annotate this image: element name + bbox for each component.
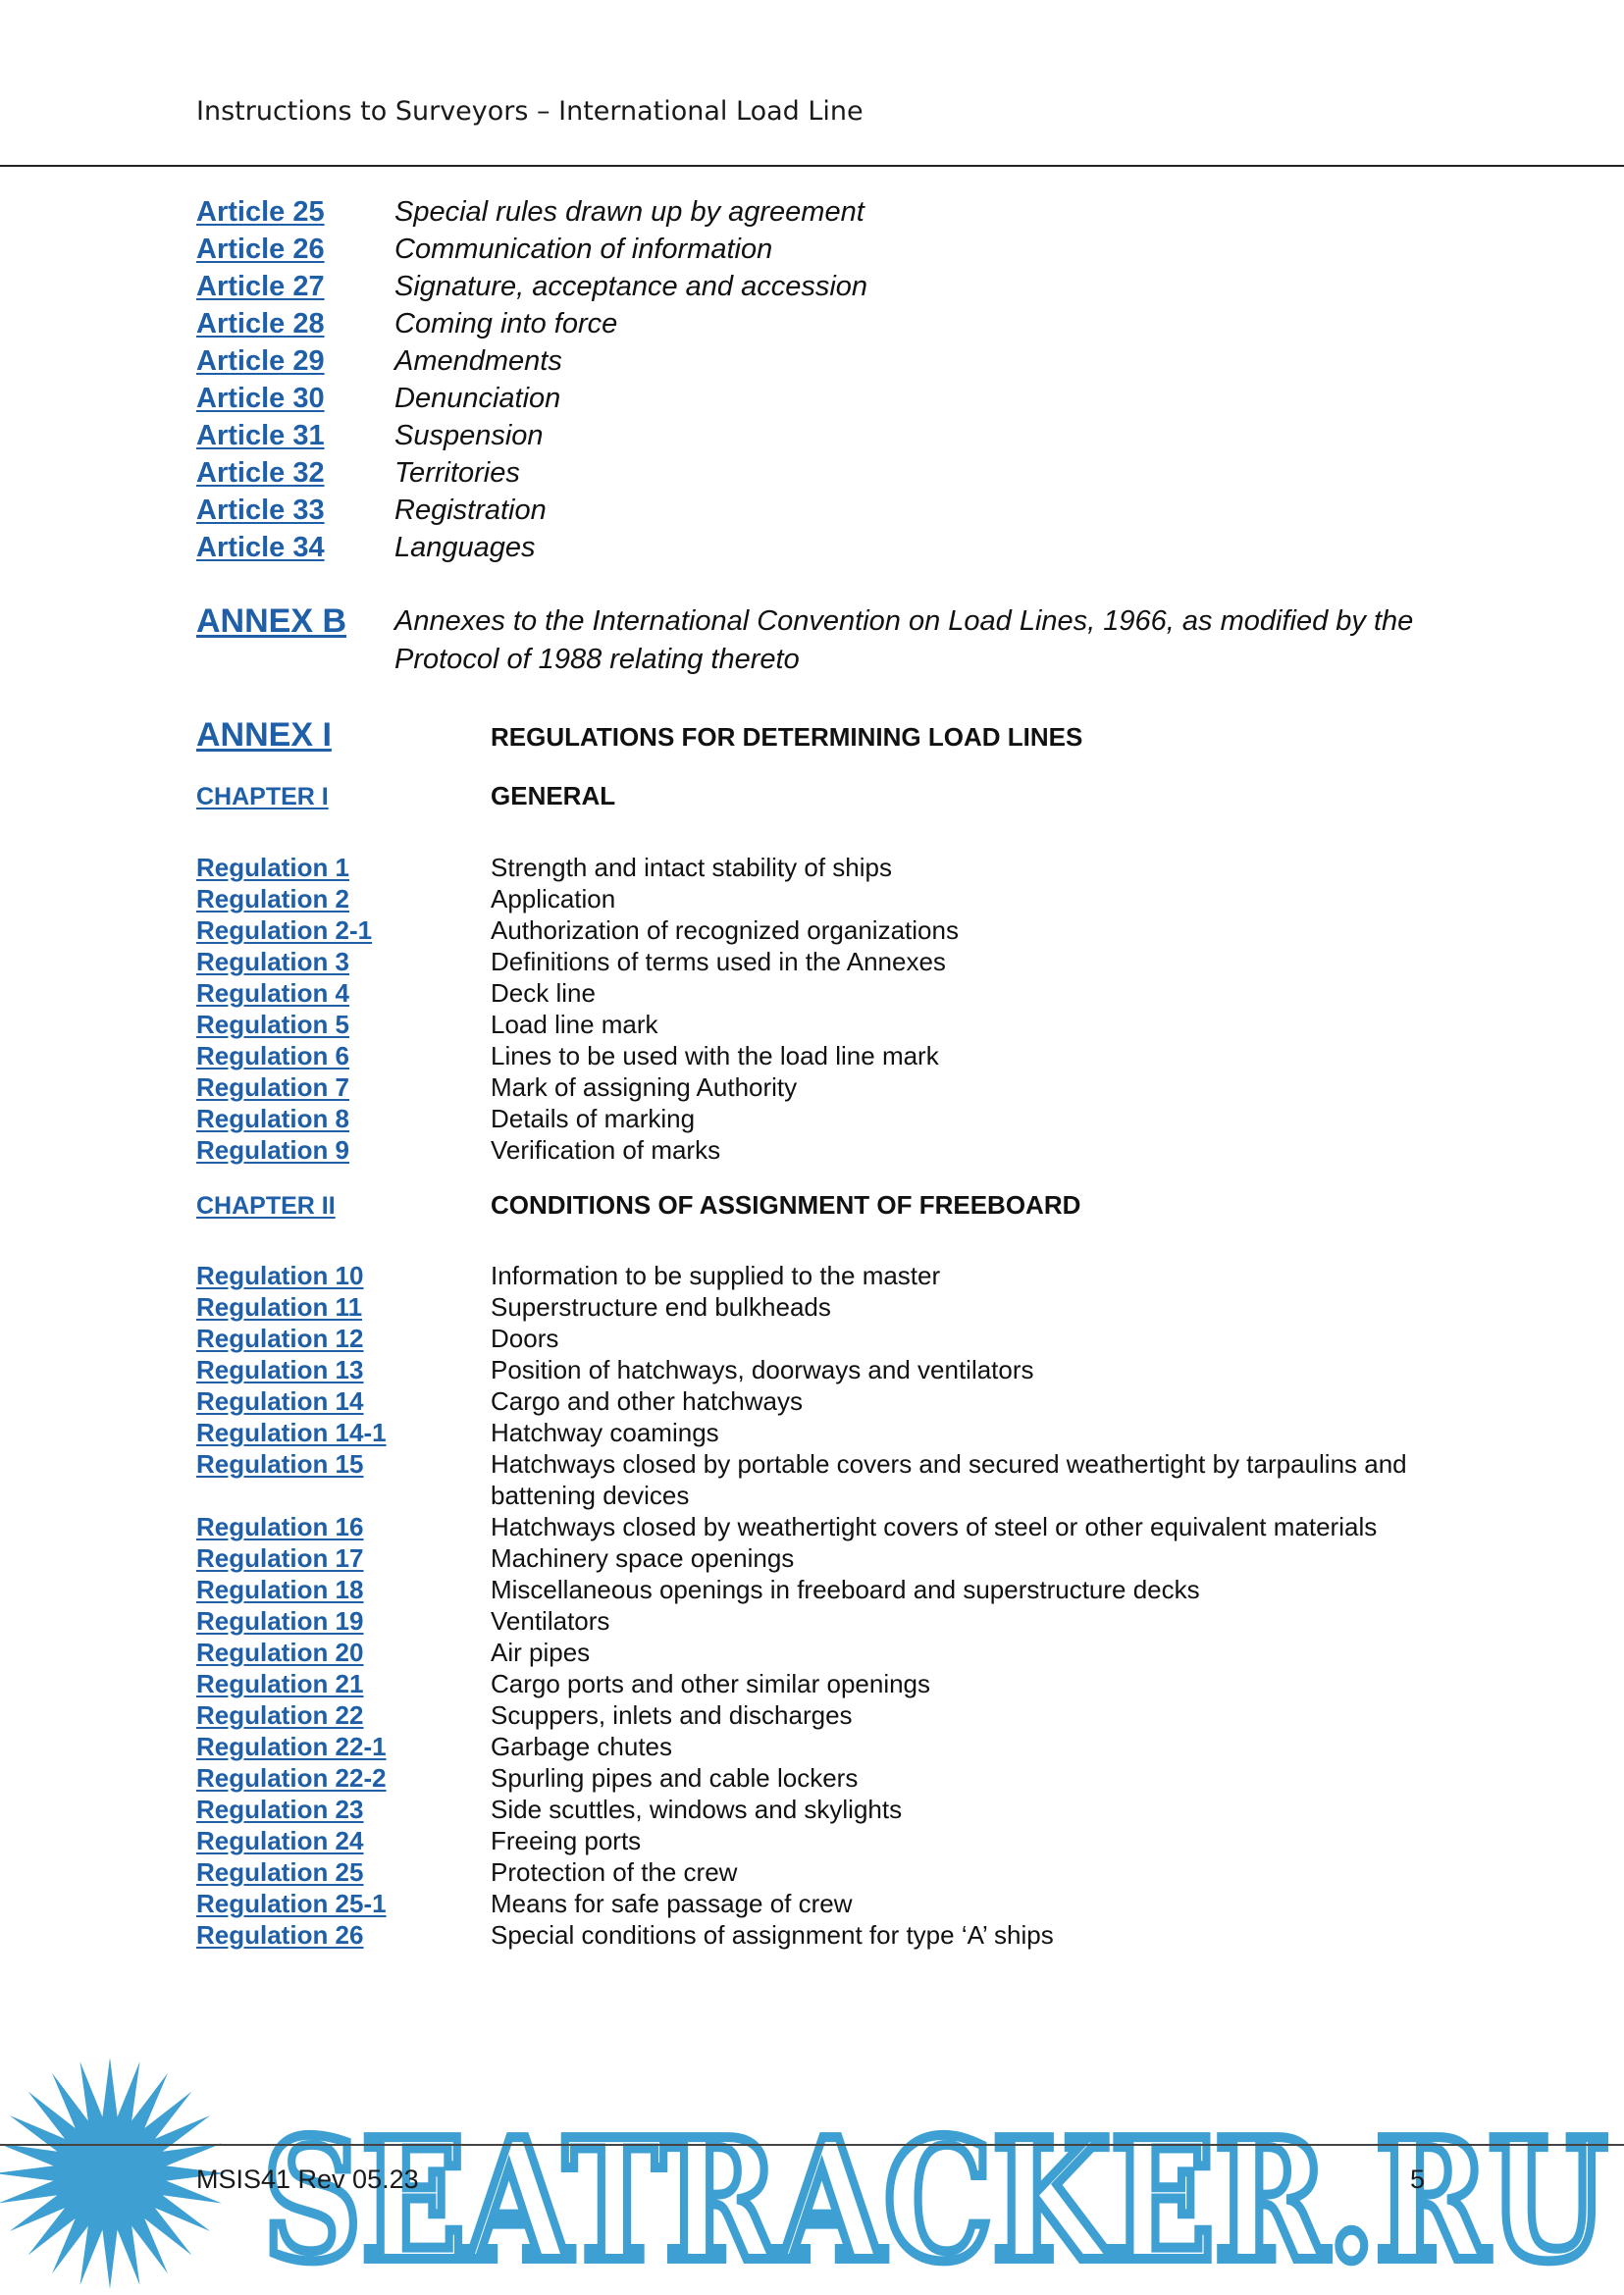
regulation-entry-link[interactable]: Regulation 16 (196, 1512, 364, 1541)
article-entry-description: Special rules drawn up by agreement (394, 195, 864, 228)
chapter-1-title: GENERAL (491, 781, 616, 810)
article-entry-description: Signature, acceptance and accession (394, 270, 868, 302)
regulation-entry-link[interactable]: Regulation 9 (196, 1135, 350, 1165)
article-entry (196, 492, 1472, 529)
article-entry-link[interactable]: Article 30 (196, 382, 325, 414)
article-entry-description: Languages (394, 531, 536, 563)
regulation-entry-description: Strength and intact stability of ships (491, 853, 893, 882)
regulation-entry-link[interactable]: Regulation 25 (196, 1857, 364, 1887)
regulation-entry (196, 1134, 1472, 1166)
regulation-entry (196, 1260, 1472, 1291)
regulation-entry-description: Deck line (491, 978, 596, 1008)
regulation-entry-description: Load line mark (491, 1010, 658, 1039)
regulation-entry-link[interactable]: Regulation 2 (196, 884, 350, 913)
regulation-entry (196, 977, 1472, 1009)
regulation-entry-link[interactable]: Regulation 13 (196, 1355, 364, 1384)
chapter-2-title: CONDITIONS OF ASSIGNMENT OF FREEBOARD (491, 1190, 1081, 1220)
regulation-entry (196, 1417, 1472, 1448)
regulation-entry-description: Lines to be used with the load line mark (491, 1041, 939, 1070)
regulation-entry-link[interactable]: Regulation 21 (196, 1669, 364, 1698)
article-list (196, 193, 1472, 566)
article-entry-description: Communication of information (394, 233, 773, 265)
chapter-1-regulation-list (196, 852, 1472, 1166)
regulation-entry-link[interactable]: Regulation 22-2 (196, 1763, 387, 1793)
regulation-entry-link[interactable]: Regulation 8 (196, 1104, 350, 1133)
regulation-entry-description: Means for safe passage of crew (491, 1889, 853, 1918)
regulation-entry-description: Special conditions of assignment for type ‘A’ ships (491, 1920, 1054, 1950)
article-entry-link[interactable]: Article 33 (196, 494, 325, 526)
regulation-entry-description: Scuppers, inlets and discharges (491, 1700, 853, 1730)
article-entry (196, 342, 1472, 380)
article-entry-link[interactable]: Article 34 (196, 531, 325, 563)
regulation-entry (196, 1354, 1472, 1385)
regulation-entry-description: Definitions of terms used in the Annexes (491, 947, 946, 976)
regulation-entry (196, 946, 1472, 977)
regulation-entry (196, 1919, 1472, 1951)
regulation-entry-description: Application (491, 884, 616, 913)
regulation-entry (196, 1762, 1472, 1794)
chapter-2-link[interactable]: CHAPTER II (196, 1192, 336, 1220)
regulation-entry-link[interactable]: Regulation 14-1 (196, 1418, 387, 1447)
regulation-entry-description: Machinery space openings (491, 1543, 795, 1573)
regulation-entry-description: Verification of marks (491, 1135, 721, 1165)
regulation-entry-link[interactable]: Regulation 7 (196, 1072, 350, 1102)
annex-b-link[interactable]: ANNEX B (196, 602, 347, 640)
regulation-entry-description: Air pipes (491, 1638, 591, 1667)
regulation-entry-description: Position of hatchways, doorways and ventilators (491, 1355, 1034, 1384)
regulation-entry-link[interactable]: Regulation 15 (196, 1449, 364, 1479)
regulation-entry-description: Authorization of recognized organizations (491, 915, 959, 945)
regulation-entry (196, 1448, 1472, 1511)
regulation-entry-description: Ventilators (491, 1606, 610, 1636)
regulation-entry (196, 1668, 1472, 1699)
article-entry (196, 380, 1472, 417)
regulation-entry (196, 1040, 1472, 1071)
article-entry-link[interactable]: Article 28 (196, 307, 325, 339)
regulation-entry (196, 1856, 1472, 1888)
regulation-entry (196, 1009, 1472, 1040)
chapter-2-heading (196, 1190, 1080, 1221)
article-entry-link[interactable]: Article 26 (196, 233, 325, 265)
footer-divider (0, 2144, 1624, 2146)
regulation-entry (196, 852, 1472, 883)
regulation-entry-link[interactable]: Regulation 24 (196, 1826, 364, 1855)
article-entry (196, 529, 1472, 566)
regulation-entry (196, 1542, 1472, 1574)
regulation-entry-link[interactable]: Regulation 5 (196, 1010, 350, 1039)
annex-b-entry (196, 602, 1472, 679)
regulation-entry (196, 1323, 1472, 1354)
article-entry (196, 193, 1472, 231)
article-entry (196, 268, 1472, 305)
regulation-entry-description: Cargo and other hatchways (491, 1386, 803, 1416)
document-reference: MSIS41 Rev 05.23 (196, 2165, 419, 2194)
regulation-entry-link[interactable]: Regulation 20 (196, 1638, 364, 1667)
article-entry-description: Suspension (394, 419, 544, 451)
regulation-entry-link[interactable]: Regulation 3 (196, 947, 350, 976)
article-entry (196, 231, 1472, 268)
article-entry-description: Coming into force (394, 307, 618, 339)
regulation-entry (196, 1511, 1472, 1542)
regulation-entry-description: Hatchway coamings (491, 1418, 719, 1447)
running-header: Instructions to Surveyors – International Load Line (196, 96, 864, 127)
regulation-entry-link[interactable]: Regulation 14 (196, 1386, 364, 1416)
annex-1-heading (196, 716, 1082, 755)
article-entry-description: Territories (394, 456, 520, 489)
article-entry-link[interactable]: Article 25 (196, 195, 325, 228)
regulation-entry-description: Superstructure end bulkheads (491, 1292, 831, 1322)
regulation-entry-link[interactable]: Regulation 22-1 (196, 1732, 387, 1761)
regulation-entry (196, 1888, 1472, 1919)
regulation-entry (196, 1825, 1472, 1856)
regulation-entry (196, 1731, 1472, 1762)
regulation-entry (196, 1637, 1472, 1668)
regulation-entry (196, 883, 1472, 914)
regulation-entry-link[interactable]: Regulation 22 (196, 1700, 364, 1730)
regulation-entry (196, 1794, 1472, 1825)
watermark-text: SEATRACKER.RU (263, 2103, 1607, 2295)
regulation-entry-description: Garbage chutes (491, 1732, 673, 1761)
article-entry (196, 454, 1472, 492)
article-entry (196, 305, 1472, 342)
regulation-entry-link[interactable]: Regulation 10 (196, 1261, 364, 1290)
article-entry-link[interactable]: Article 32 (196, 456, 325, 489)
annex-b-description: Annexes to the International Convention on Load Lines, 1966, as modified by the Protocol of 1988 relating thereto (394, 605, 1414, 675)
regulation-entry-description: Cargo ports and other similar openings (491, 1669, 931, 1698)
regulation-entry-link[interactable]: Regulation 18 (196, 1575, 364, 1604)
article-entry-description: Registration (394, 494, 547, 526)
regulation-entry-description: Protection of the crew (491, 1857, 738, 1887)
header-divider (0, 165, 1624, 167)
regulation-entry-description: Freeing ports (491, 1826, 642, 1855)
regulation-entry-link[interactable]: Regulation 11 (196, 1292, 363, 1322)
sun-icon (0, 2058, 226, 2289)
chapter-2-regulation-list (196, 1260, 1472, 1951)
article-entry-description: Denunciation (394, 382, 561, 414)
regulation-entry-link[interactable]: Regulation 12 (196, 1324, 364, 1353)
regulation-entry-description: Details of marking (491, 1104, 696, 1133)
chapter-1-heading (196, 781, 615, 811)
regulation-entry-description: Hatchways closed by portable covers and secured weathertight by tarpaulins and battening devices (491, 1449, 1407, 1510)
article-entry (196, 417, 1472, 454)
regulation-entry-link[interactable]: Regulation 4 (196, 978, 350, 1008)
regulation-entry (196, 1385, 1472, 1417)
regulation-entry-description: Mark of assigning Authority (491, 1072, 798, 1102)
article-entry-link[interactable]: Article 31 (196, 419, 325, 451)
regulation-entry-description: Side scuttles, windows and skylights (491, 1795, 903, 1824)
article-entry-description: Amendments (394, 344, 562, 377)
regulation-entry-link[interactable]: Regulation 2-1 (196, 915, 373, 945)
regulation-entry (196, 1574, 1472, 1605)
regulation-entry-description: Miscellaneous openings in freeboard and superstructure decks (491, 1575, 1200, 1604)
regulation-entry-link[interactable]: Regulation 19 (196, 1606, 364, 1636)
annex-1-link[interactable]: ANNEX I (196, 716, 332, 754)
regulation-entry (196, 1699, 1472, 1731)
regulation-entry-link[interactable]: Regulation 1 (196, 853, 350, 882)
regulation-entry-description: Information to be supplied to the master (491, 1261, 941, 1290)
chapter-1-link[interactable]: CHAPTER I (196, 783, 329, 810)
regulation-entry-description: Doors (491, 1324, 559, 1353)
annex-1-title: REGULATIONS FOR DETERMINING LOAD LINES (491, 722, 1083, 752)
regulation-entry-description: Hatchways closed by weathertight covers of steel or other equivalent materials (491, 1512, 1378, 1541)
regulation-entry-link[interactable]: Regulation 23 (196, 1795, 364, 1824)
regulation-entry (196, 1103, 1472, 1134)
article-entry-link[interactable]: Article 29 (196, 344, 325, 377)
regulation-entry (196, 914, 1472, 946)
regulation-entry (196, 1071, 1472, 1103)
article-entry-link[interactable]: Article 27 (196, 270, 325, 302)
regulation-entry (196, 1605, 1472, 1637)
regulation-entry-link[interactable]: Regulation 26 (196, 1920, 364, 1950)
regulation-entry-link[interactable]: Regulation 17 (196, 1543, 364, 1573)
regulation-entry-link[interactable]: Regulation 6 (196, 1041, 350, 1070)
page-number: 5 (1410, 2165, 1426, 2194)
regulation-entry-link[interactable]: Regulation 25-1 (196, 1889, 387, 1918)
regulation-entry (196, 1291, 1472, 1323)
regulation-entry-description: Spurling pipes and cable lockers (491, 1763, 859, 1793)
